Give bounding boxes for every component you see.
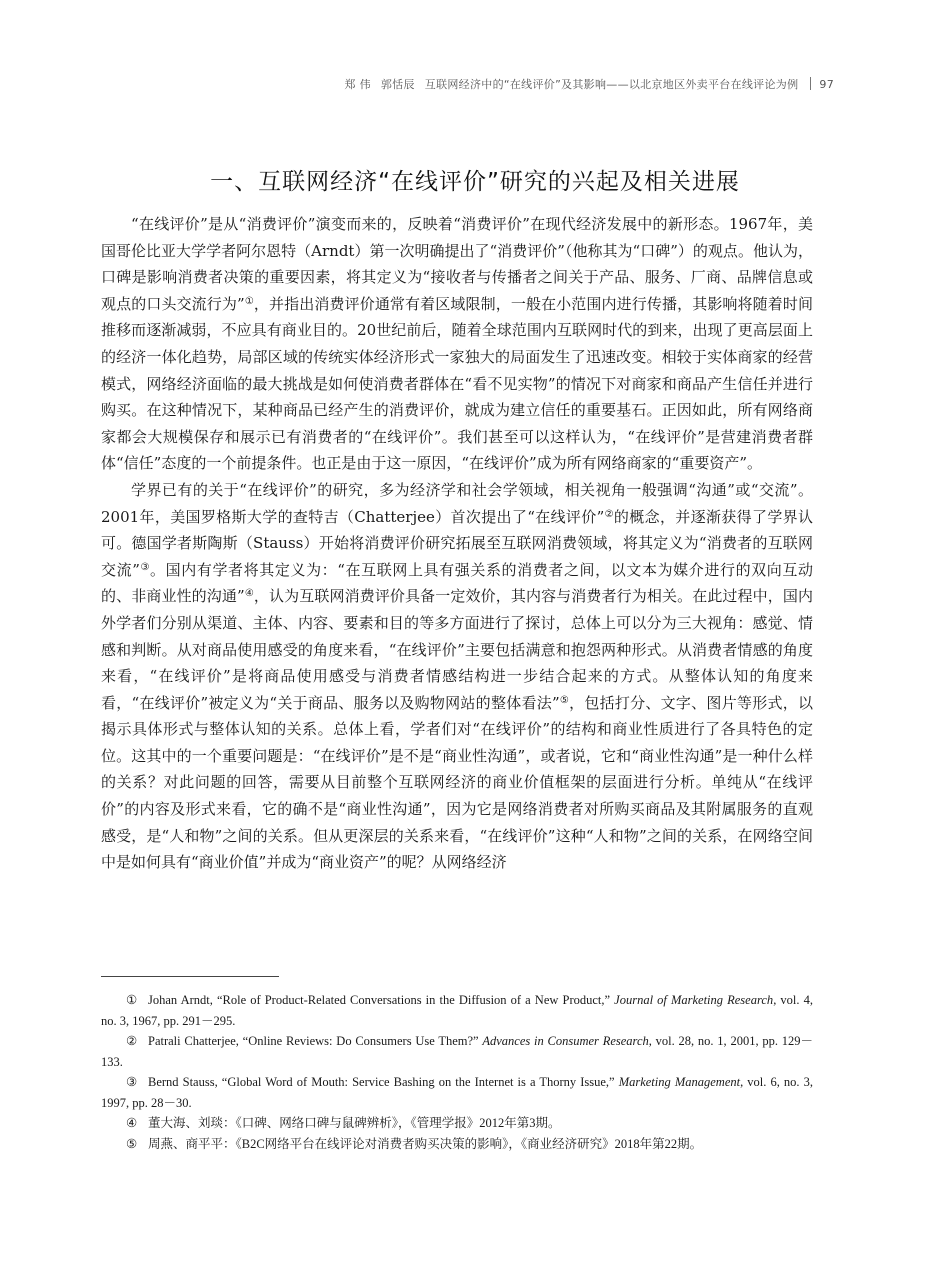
footnote-reference[interactable]: ② (604, 508, 614, 520)
footnote-number: ① (126, 993, 138, 1007)
section-title: 一、互联网经济“在线评价”研究的兴起及相关进展 (210, 169, 740, 195)
body-text (101, 211, 813, 876)
paragraph-text: 。国内有学者将其定义为：“在互联网上具有强关系的消费者之间，以文本为媒介进行的双向互动的、非商业性的沟通” (101, 560, 813, 606)
footnote-number: ③ (126, 1075, 138, 1089)
footnote-text: Bernd Stauss, “Global Word of Mouth: Service Bashing on the Internet is a Thorny Issue,” (148, 1075, 619, 1089)
footnote-reference[interactable]: ③ (139, 561, 151, 573)
footnote (101, 990, 813, 1031)
paragraph (101, 211, 813, 477)
footnote-text: , vol. 4, no. 3, 1967, pp. 291－295. (101, 993, 813, 1028)
author-name: 郑 伟 (344, 78, 371, 91)
footnotes (101, 990, 813, 1154)
footnote-text: 周燕、商平平：《B2C网络平台在线评论对消费者购买决策的影响》，《商业经济研究》2018年第22期。 (148, 1136, 703, 1151)
footnote-number: ⑤ (126, 1136, 138, 1151)
footnote-reference[interactable]: ① (244, 295, 254, 307)
footnote-divider (101, 976, 279, 977)
author-name: 郭恬辰 (380, 78, 415, 91)
footnote (101, 1031, 813, 1072)
paragraph-text: “在线评价”是从“消费评价”演变而来的，反映着“消费评价”在现代经济发展中的新形态。1967年，美国哥伦比亚大学学者阿尔恩特（Arndt）第一次明确提出了“消费评价”（他称其为“口碑”）的观点。他认为，口碑是影响消费者决策的重要因素，将其定义为“接收者与传播者之间关于产品、服务、厂商、品牌信息或观点的口头交流行为” (101, 215, 813, 313)
paragraph-text: ，认为互联网消费评价具备一定效价，其内容与消费者行为相关。在此过程中，国内外学者们分别从渠道、主体、内容、要素和目的等多方面进行了探讨，总体上可以分为三大视角：感觉、情感和判断。从对商品使用感受的角度来看，“在线评价”主要包括满意和抱怨两种形式。从消费者情感的角度来看，“在线评价”是将商品使用感受与消费者情感结构进一步结合起来的方式。从整体认知的角度来看，“在线评价”被定义为“关于商品、服务以及购物网站的整体看法” (101, 587, 814, 712)
paragraph-text: 的概念，并逐渐获得了学界认可。德国学者斯陶斯（Stauss）开始将消费评价研究拓展至互联网消费领域，将其定义为“消费者的互联网交流” (101, 507, 813, 579)
footnote-text: 董大海、刘琰：《口碑、网络口碑与鼠碑辨析》，《管理学报》2012年第3期。 (148, 1116, 561, 1130)
footnote (101, 1134, 813, 1155)
paragraph-text: ，并指出消费评价通常有着区域限制，一般在小范围内进行传播，其影响将随着时间推移而逐渐减弱，不应具有商业目的。20世纪前后，随着全球范围内互联网时代的到来，出现了更高层面上的经济一体化趋势，局部区域的传统实体经济形式一家独大的局面发生了迅速改变。相较于实体商家的经营模式，网络经济面临的最大挑战是如何使消费者群体在“看不见实物”的情况下对商家和商品产生信任并进行购买。在这种情况下，某种商品已经产生的消费评价，就成为建立信任的重要基石。正因如此，所有网络商家都会大规模保存和展示已有消费者的“在线评价”。我们甚至可以这样认为，“在线评价”是营建消费者群体“信任”态度的一个前提条件。也正是由于这一原因，“在线评价”成为所有网络商家的“重要资产”。 (101, 294, 814, 473)
running-header (344, 76, 834, 92)
paragraph (101, 477, 813, 876)
footnote-text: Patrali Chatterjee, “Online Reviews: Do Consumers Use Them?” (148, 1034, 483, 1048)
footnote-number: ④ (126, 1116, 138, 1130)
journal-title: Journal of Marketing Research (614, 993, 774, 1007)
paragraph-text: ，包括打分、文字、图片等形式，以揭示具体形式与整体认知的关系。总体上看，学者们对“在线评价”的结构和商业性质进行了各具特色的定位。这其中的一个重要问题是：“在线评价”是不是“商业性沟通”，或者说，它和“商业性沟通”是一种什么样的关系？对此问题的回答，需要从目前整个互联网经济的商业价值框架的层面进行分析。单纯从“在线评价”的内容及形式来看，它的确不是“商业性沟通”，因为它是网络消费者对所购买商品及其附属服务的直观感受，是“人和物”之间的关系。但从更深层的关系来看，“在线评价”这种“人和物”之间的关系，在网络空间中是如何具有“商业价值”并成为“商业资产”的呢？从网络经济 (101, 693, 813, 872)
journal-title: Marketing Management (618, 1075, 741, 1089)
page-number: 97 (819, 78, 834, 91)
footnote-text: , vol. 28, no. 1, 2001, pp. 129－133. (101, 1034, 813, 1069)
footnote (101, 1113, 813, 1134)
footnote-reference[interactable]: ④ (244, 588, 254, 600)
footnote-reference[interactable]: ⑤ (559, 694, 570, 706)
journal-title: Advances in Consumer Research (482, 1034, 649, 1048)
running-title: 互联网经济中的“在线评价”及其影响——以北京地区外卖平台在线评论为例 (424, 78, 799, 91)
footnote-text: Johan Arndt, “Role of Product-Related Conversations in the Diffusion of a New Product,” (148, 993, 615, 1007)
footnote (101, 1072, 813, 1113)
footnote-text: , vol. 6, no. 3, 1997, pp. 28－30. (101, 1075, 813, 1110)
footnote-number: ② (126, 1034, 138, 1048)
header-divider (810, 77, 811, 90)
paragraph-text: 学界已有的关于“在线评价”的研究，多为经济学和社会学领域，相关视角一般强调“沟通”或“交流”。2001年，美国罗格斯大学的查特吉（Chatterjee）首次提出了“在线评价” (101, 480, 813, 526)
